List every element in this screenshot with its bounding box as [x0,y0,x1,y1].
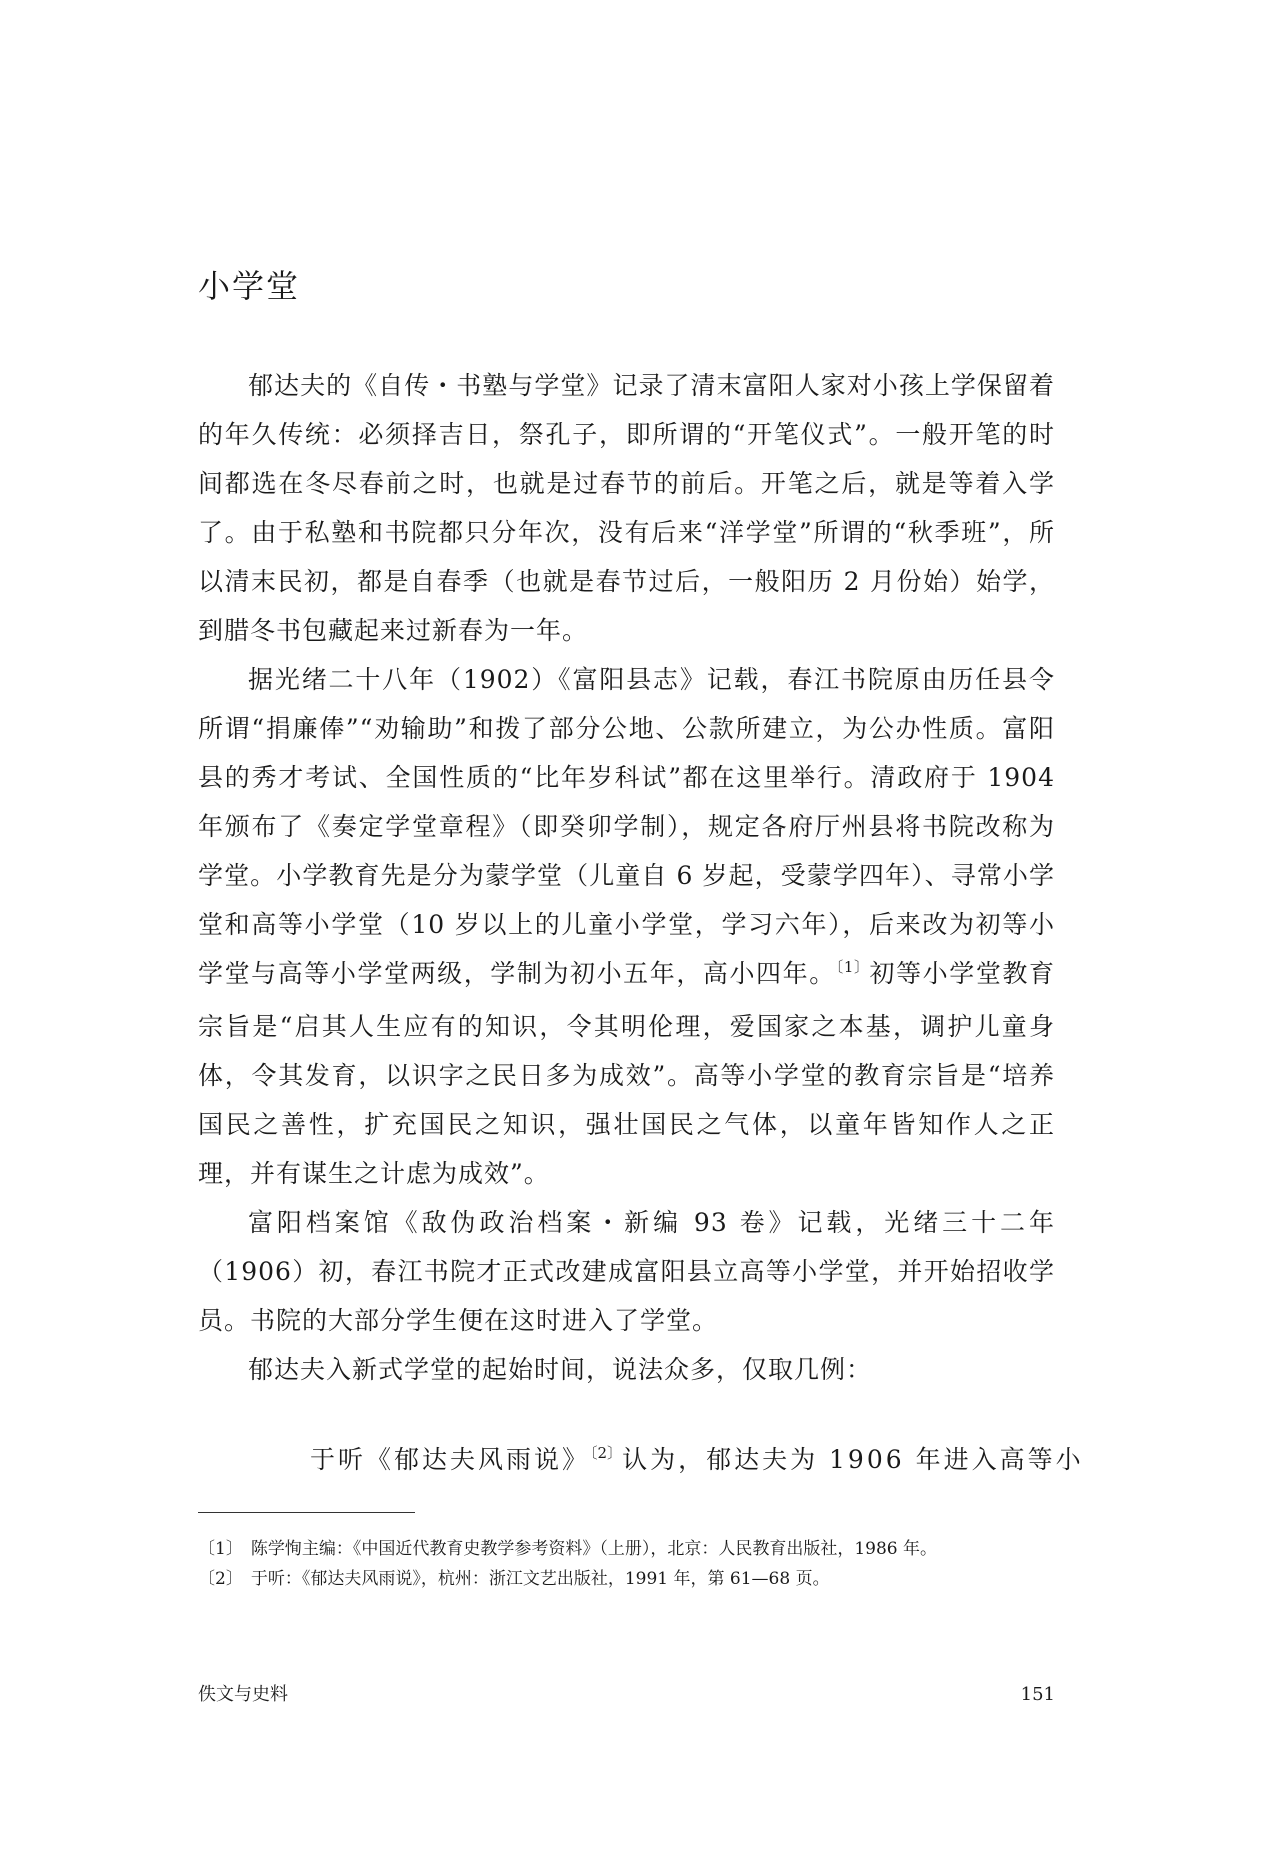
paragraph-4: 郁达夫入新式学堂的起始时间，说法众多，仅取几例： [248,1355,873,1384]
paragraph-3: 富阳档案馆《敌伪政治档案・新编 93 卷》记载，光绪三十二年（1906）初，春江书院才正式改建成富阳县立高等小学堂，并开始招收学员。书院的大部分学生便在这时进入了学堂。 [198,1208,1055,1335]
footnote-1 [198,1534,1055,1564]
footnote-1-mark: 〔1〕 [198,1539,243,1559]
footnote-2 [198,1564,1055,1594]
footnote-2-mark: 〔2〕 [198,1569,243,1589]
section-title: 小学堂 [198,267,301,305]
footnote-ref-1[interactable]: 〔1〕 [835,958,870,976]
block-quote [310,1440,1084,1483]
footnote-ref-2[interactable]: 〔2〕 [590,1444,623,1462]
quote-part-b: 认为，郁达夫为 1906 年进入高等小 [622,1445,1084,1474]
paragraph-2-part-b: 初等小学堂教育宗旨是“启其人生应有的知识，令其明伦理，爱国家之本基，调护儿童身体，令其发育，以识字之民日多为成效”。高等小学堂的教育宗旨是“培养国民之善性，扩充国民之知识，强壮国民之气体，以童年皆知作人之正理，并有谋生之计虑为成效”。 [198,959,1055,1188]
running-footer-title: 佚文与史料 [198,1684,288,1705]
footnotes [198,1534,1055,1594]
footnote-2-text: 于听：《郁达夫风雨说》，杭州：浙江文艺出版社，1991 年，第 61—68 页。 [250,1569,830,1589]
footnote-divider [198,1512,415,1513]
paragraph-2 [198,655,1055,1198]
quote-part-a: 于听《郁达夫风雨说》 [310,1445,591,1474]
body-text [198,361,1055,1394]
paragraph-1: 郁达夫的《自传・书塾与学堂》记录了清末富阳人家对小孩上学保留着的年久传统：必须择吉日，祭孔子，即所谓的“开笔仪式”。一般开笔的时间都选在冬尽春前之时，也就是过春节的前后。开笔之后，就是等着入学了。由于私塾和书院都只分年次，没有后来“洋学堂”所谓的“秋季班”，所以清末民初，都是自春季（也就是春节过后，一般阳历 2 月份始）始学，到腊冬书包藏起来过新春为一年。 [198,371,1055,645]
footnote-1-text: 陈学恂主编：《中国近代教育史教学参考资料》（上册），北京：人民教育出版社，1986 年。 [250,1539,937,1559]
paragraph-2-part-a: 据光绪二十八年（1902）《富阳县志》记载，春江书院原由历任县令所谓“捐廉俸”“劝输助”和拨了部分公地、公款所建立，为公办性质。富阳县的秀才考试、全国性质的“比年岁科试”都在这里举行。清政府于 1904 年颁布了《奏定学堂章程》（即癸卯学制），规定各府厅州县将书院改称为学堂。小学教育先是分为蒙学堂（儿童自 6 岁起，受蒙学四年）、寻常小学堂和高等小学堂（10 岁以上的儿童小学堂，学习六年），后来改为初等小学堂与高等小学堂两级，学制为初小五年，高小四年。 [198,665,1055,988]
page-number: 151 [1020,1684,1055,1705]
